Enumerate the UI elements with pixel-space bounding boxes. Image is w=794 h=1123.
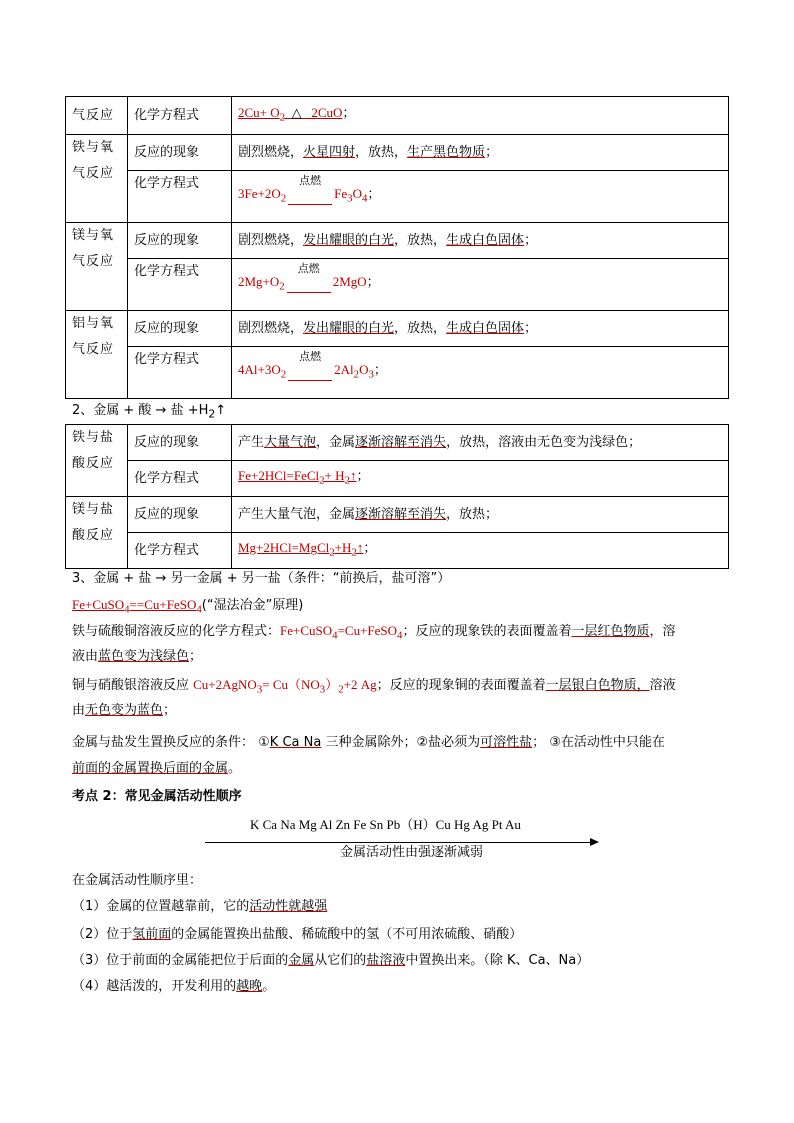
phen-text: 产生	[238, 434, 265, 450]
equation-cell: $2Mg+O_2$ 点燃 2MgO；	[232, 259, 729, 311]
row-label: 化学方程式	[128, 461, 232, 497]
kaodian-2-heading: 考点 2：常见金属活动性顺序	[72, 789, 242, 804]
table-row	[66, 461, 729, 497]
table-row	[66, 497, 729, 533]
phen-text: ；	[524, 320, 538, 336]
metal-oxygen-table	[65, 96, 729, 399]
reaction-condition: 点燃	[299, 350, 322, 364]
mg-oxygen-equation: $2Mg+O_2$ 点燃 2MgO	[238, 274, 367, 289]
arrow-head-icon	[590, 838, 599, 846]
wet-metallurgy-line: Fe+CuSO$_4$==Cu+FeSO$_4$(“湿法冶金”原理)	[72, 597, 304, 616]
phen-text: ；	[485, 144, 499, 160]
row-label: 化学方程式	[128, 347, 232, 399]
phenomenon-cell	[232, 497, 729, 533]
fe-hcl-equation: Fe+2HCl=FeCl$_2$+ $H_2↑$	[238, 468, 357, 487]
phen-answer: 逐渐溶解至消失	[355, 434, 447, 450]
phen-text: ，放热，溶液由无色变为浅绿色；	[446, 434, 642, 450]
category-cell: 镁与氧气反应	[66, 223, 128, 311]
row-label: 反应的现象	[128, 311, 232, 347]
phen-answer: 生产黑色物质	[407, 144, 486, 160]
fe-cuso4-line: 铁与硫酸铜溶液反应的化学方程式：Fe+CuSO$_4$=Cu+FeSO$_4$；反应的现象铁的表面覆盖着一层红色物质，溶	[72, 623, 676, 642]
table-row	[66, 97, 729, 135]
phen-answer: 火星四射	[303, 144, 356, 160]
equation-cell: $4Al+3O_2$ 点燃 $2Al_2O_3$；	[232, 347, 729, 399]
row-label: 反应的现象	[128, 425, 232, 461]
row-label: 反应的现象	[128, 223, 232, 259]
reaction-condition: 点燃	[297, 262, 320, 276]
table-row	[66, 223, 729, 259]
category-cell: 铝与氧气反应	[66, 311, 128, 399]
phenomenon-cell	[232, 223, 729, 259]
phen-answer: 生成白色固体	[446, 320, 525, 336]
displacement-conditions-line-cont: 前面的金属置换后面的金属。	[72, 761, 242, 776]
equation-cell: $Mg+2HCl=MgCl_2+H_2↑$；	[232, 533, 729, 569]
equation-cell: Fe+2HCl=FeCl$_2$+ $H_2↑$；	[232, 461, 729, 497]
list-intro: 在金属活动性顺序里：	[72, 873, 203, 888]
reaction-condition: 点燃	[299, 174, 322, 188]
category-cell: 铁与氧气反应	[66, 135, 128, 223]
table-row	[66, 347, 729, 399]
activity-series: K Ca Na Mg Al Zn Fe Sn Pb（H）Cu Hg Ag Pt Au	[250, 817, 521, 832]
category-cell: 铁与盐酸反应	[66, 425, 128, 497]
cu-agno3-line: 铜与硝酸银溶液反应 Cu+2AgNO$_3$= $Cu(NO_3)_2+2$ Ag；反应的现象铜的表面覆盖着一层银白色物质，溶液	[72, 677, 676, 696]
row-label: 化学方程式	[128, 259, 232, 311]
phenomenon-cell	[232, 311, 729, 347]
equation-cell: $3Fe+2O_2$ 点燃 $Fe_3O_4$；	[232, 171, 729, 223]
metal-acid-table	[65, 424, 729, 569]
section3-heading: 3、金属 + 盐 → 另一金属 + 另一盐（条件：“前换后，盐可溶”）	[72, 571, 451, 586]
table-row	[66, 171, 729, 223]
table-row	[66, 425, 729, 461]
equation-cell: $2Cu+ O_2$ △ 2CuO；	[232, 97, 729, 135]
phen-answer: 发出耀眼的白光	[303, 320, 395, 336]
phen-answer: 生成白色固体	[446, 232, 525, 248]
list-item: （4）越活泼的，开发利用的越晚。	[72, 979, 276, 994]
phen-text: ，金属	[316, 434, 356, 450]
category-cell: 镁与盐酸反应	[66, 497, 128, 569]
phen-text: ，放热；	[446, 506, 499, 522]
phenomenon-cell	[232, 135, 729, 171]
phen-answer: 大量气泡	[264, 434, 317, 450]
phenomenon-cell	[232, 425, 729, 461]
phen-text: ，放热，	[394, 320, 447, 336]
cu-agno3-line-cont: 由无色变为蓝色；	[72, 703, 177, 718]
phen-answer: 逐渐溶解至消失	[355, 506, 447, 522]
phen-text: 产生大量气泡，金属	[238, 506, 356, 522]
phen-text: ；	[524, 232, 538, 248]
phen-text: 剧烈燃烧，	[238, 320, 304, 336]
fe-oxygen-equation: $3Fe+2O_2$ 点燃 $Fe_3O_4$	[238, 186, 367, 201]
list-item: （3）位于前面的金属能把位于后面的金属从它们的盐溶液中置换出来。（除 K、Ca、Na）	[72, 953, 590, 968]
table-row	[66, 135, 729, 171]
category-cell: 气反应	[66, 97, 128, 135]
fe-cuso4-line-cont: 液由蓝色变为浅绿色；	[72, 649, 203, 664]
cu-oxygen-equation: $2Cu+ O_2$ △ 2CuO	[238, 105, 343, 124]
phen-text: ，放热，	[394, 232, 447, 248]
list-item: （1）金属的位置越靠前，它的活动性就越强	[72, 899, 328, 914]
phen-text: 剧烈燃烧，	[238, 232, 304, 248]
phen-text: ，放热，	[355, 144, 408, 160]
list-item: （2）位于氢前面的金属能置换出盐酸、稀硫酸中的氢（不可用浓硫酸、硝酸）	[72, 927, 523, 942]
table-row	[66, 259, 729, 311]
table-row	[66, 533, 729, 569]
phen-answer: 发出耀眼的白光	[303, 232, 395, 248]
row-label: 反应的现象	[128, 135, 232, 171]
row-label: 化学方程式	[128, 171, 232, 223]
row-label: 反应的现象	[128, 497, 232, 533]
al-oxygen-equation: $4Al+3O_2$ 点燃 $2Al_2O_3$	[238, 362, 374, 377]
arrow-caption: 金属活动性由强逐渐减弱	[340, 845, 484, 860]
phen-text: 剧烈燃烧，	[238, 144, 304, 160]
row-label: 化学方程式	[128, 533, 232, 569]
mg-hcl-equation: $Mg+2HCl=MgCl_2+H_2↑$	[238, 540, 364, 559]
table-row	[66, 311, 729, 347]
row-label: 化学方程式	[128, 97, 232, 135]
displacement-conditions-line: 金属与盐发生置换反应的条件： ①K Ca Na 三种金属除外；②盐必须为可溶性盐； ③在活动性中只能在	[72, 735, 665, 750]
section2-heading: 2、金属 + 酸 → 盐 $+H_2↑$	[72, 403, 227, 421]
